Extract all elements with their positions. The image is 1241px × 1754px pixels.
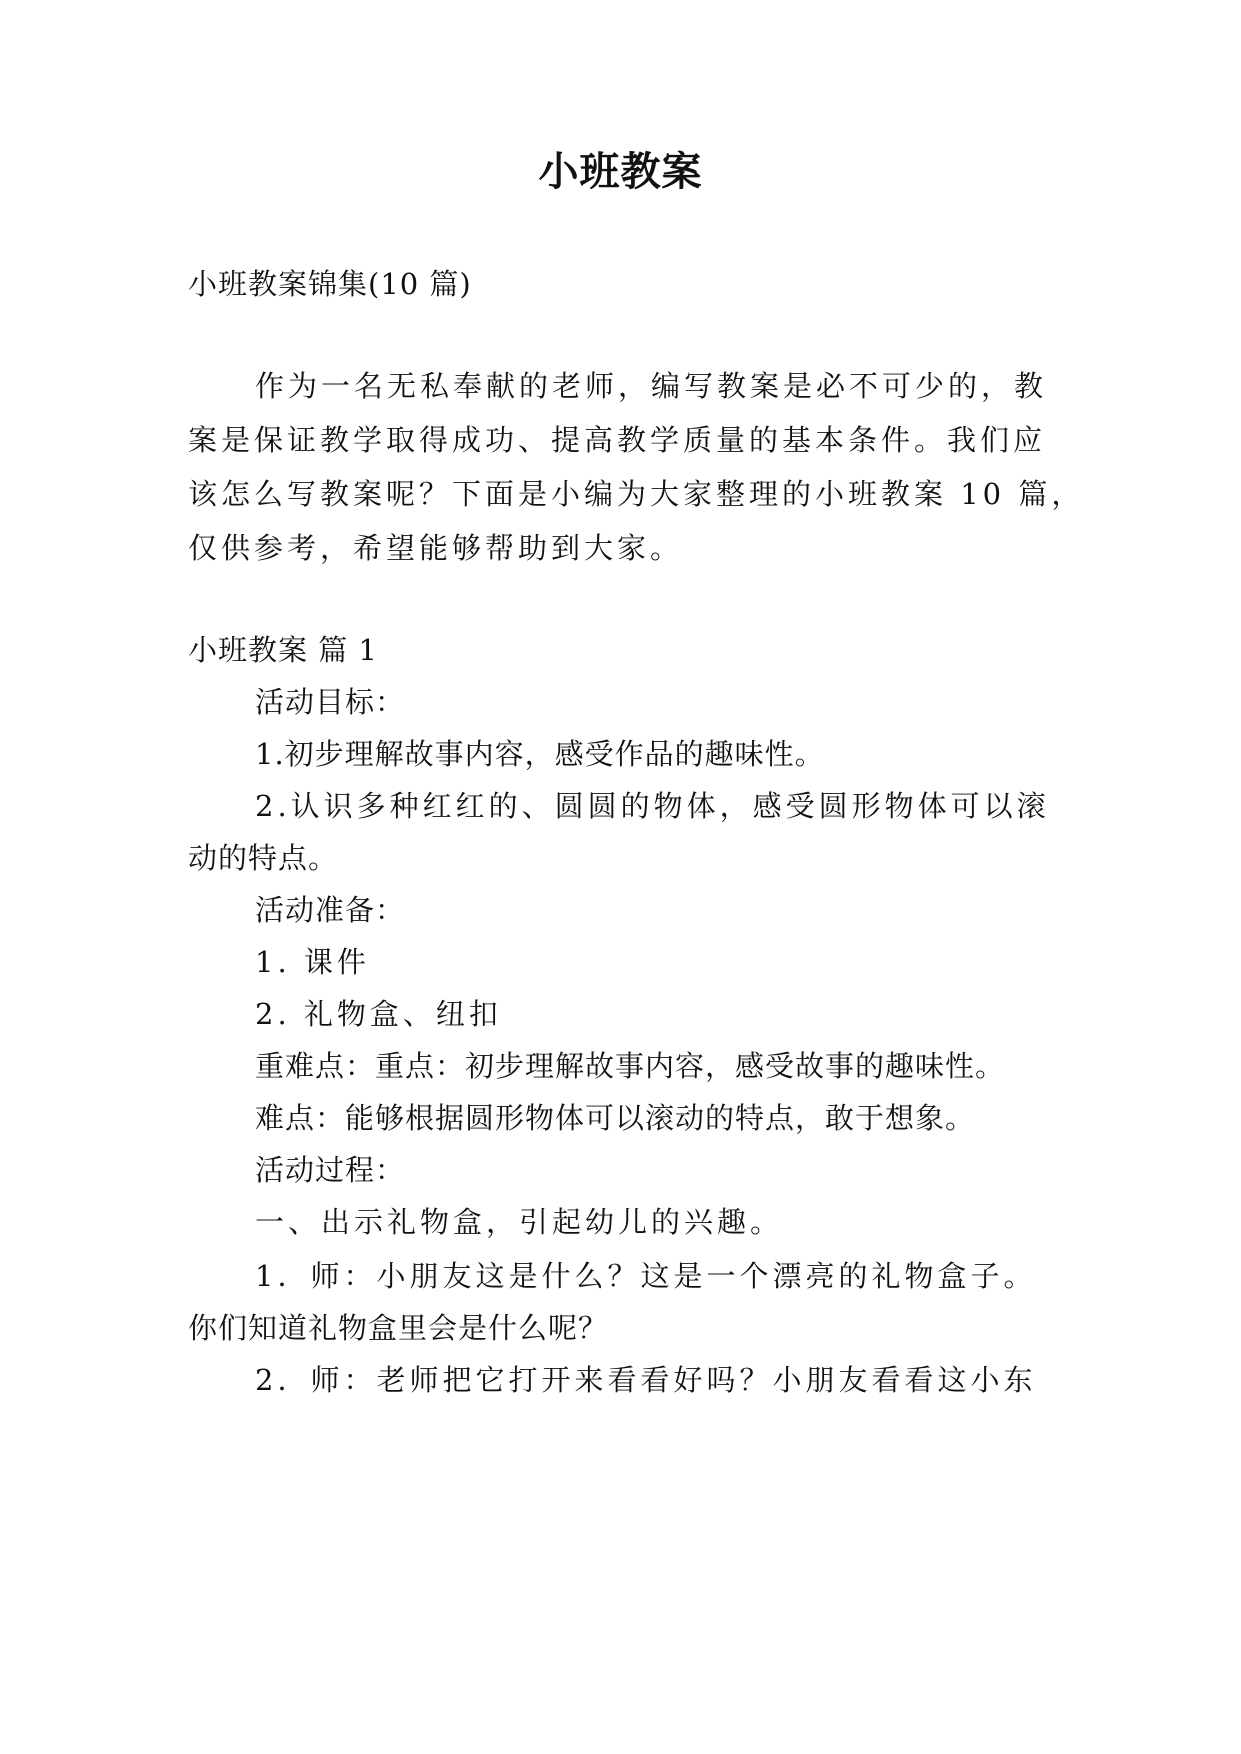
intro-line-2: 案是保证教学取得成功、提高教学质量的基本条件。我们应 — [188, 423, 1047, 457]
document-subtitle: 小班教案锦集(10 篇) — [188, 267, 472, 301]
body-line-2: 1.初步理解故事内容，感受作品的趣味性。 — [255, 737, 825, 771]
body-line-4: 动的特点。 — [188, 841, 339, 875]
body-line-1: 活动目标： — [255, 685, 406, 719]
intro-line-3: 该怎么写教案呢？下面是小编为大家整理的小班教案 10 篇， — [188, 477, 1085, 511]
section-heading: 小班教案 篇 1 — [188, 633, 378, 667]
body-line-3: 2.认识多种红红的、圆圆的物体，感受圆形物体可以滚 — [255, 789, 1050, 823]
body-line-8: 重难点：重点：初步理解故事内容，感受故事的趣味性。 — [255, 1049, 1006, 1083]
intro-line-1: 作为一名无私奉献的老师，编写教案是必不可少的，教 — [255, 369, 1048, 403]
body-line-14: 2．师：老师把它打开来看看好吗？小朋友看看这小东 — [255, 1363, 1037, 1397]
document-title: 小班教案 — [538, 148, 703, 195]
body-line-12: 1．师：小朋友这是什么？这是一个漂亮的礼物盒子。 — [255, 1259, 1037, 1293]
body-line-11: 一、出示礼物盒，引起幼儿的兴趣。 — [255, 1205, 784, 1239]
body-line-13: 你们知道礼物盒里会是什么呢？ — [188, 1311, 609, 1345]
body-line-10: 活动过程： — [255, 1153, 406, 1187]
body-line-6: 1. 课件 — [255, 945, 370, 979]
intro-line-4: 仅供参考，希望能够帮助到大家。 — [188, 531, 684, 565]
body-line-7: 2. 礼物盒、纽扣 — [255, 997, 502, 1031]
body-line-9: 难点：能够根据圆形物体可以滚动的特点，敢于想象。 — [255, 1101, 976, 1135]
body-line-5: 活动准备： — [255, 893, 406, 927]
